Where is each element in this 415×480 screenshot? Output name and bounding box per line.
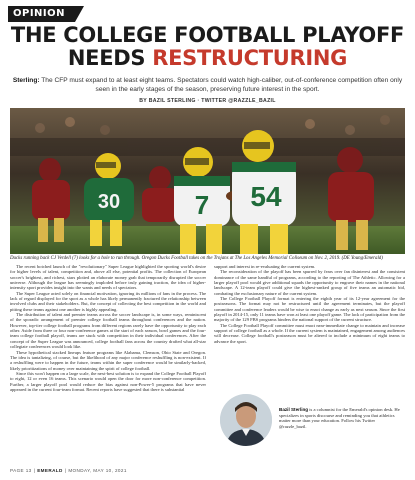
author-bio xyxy=(279,407,403,429)
footer-page: PAGE 13 xyxy=(10,468,32,473)
byline-handle[interactable]: @RAZZLE_BAZIL xyxy=(228,98,276,104)
headline-accent-word: RESTRUCTURING xyxy=(152,46,348,70)
article-column-right xyxy=(214,264,405,394)
article-paragraph: The College Football Playoff format is entering the eighth year of its 12-year agreement for the postseasons. The format may not be restructured until the agreement terminates, but the playoff committee and conference leaders would be wise to enact change as early as next season. Since the first playoff in 2014-15, only 11 teams have won at least one playoff game. The lack of participation from the majority of the 129 FBS programs hinders the national support of the current structure. xyxy=(214,296,405,323)
headline-word: NEEDS xyxy=(67,46,146,70)
author-portrait xyxy=(220,394,272,446)
jersey-number: 54 xyxy=(250,181,282,212)
byline-twitter-label: TWITTER xyxy=(201,98,227,104)
article-paragraph: support and interest in re-evaluating the current system. xyxy=(214,264,316,269)
article-paragraph: The distribution of talent and premier teams across the soccer landscape is, in some ways, reminiscent of the sporadic arrangement of premier college football teams throughout conferences and the nation. However, top-tier college football programs from different regions rarely have the opportunity to play each other. Aside from three or four non-conference games at the start of each season, bowl games and the four-team college football playoff, teams are stuck with competition in their individual conferences. After the concept of the Super League was announced, college football fans across the country drafted what all-star collegiate conferences would look like. xyxy=(10,312,206,350)
byline xyxy=(0,98,415,104)
article-paragraph: The Super League acted solely on financial motivation, ignoring its millions of fans in the process. The lack of regard displayed for the sport as a whole has likely permanently fractured the relationship between involved clubs and their stakeholders. But, the concept of collecting the best competition in the world and pitting these teams against one another is highly appealing. xyxy=(10,290,206,312)
byline-divider: · xyxy=(197,98,200,104)
byline-author[interactable]: BAZIL STERLING xyxy=(148,98,196,104)
article-paragraph: The reconsideration of the playoff has been spurred by fears over fan disinterest and the consistent dominance of the same handful of programs, according to the reporting of The Athletic. Allowing for a larger playoff pool would give additional squads the opportunity to engrave their names in the national landscape. A 12-team playoff could give the highest-ranked group of five teams an automatic bid, combating the exclusionary nature of the current system. xyxy=(214,269,405,296)
byline-by: BY xyxy=(139,98,147,104)
article-paragraph: These hypothetical stacked lineups feature programs like Alabama, Clemson, Ohio State and Oregon. The idea is tantalizing, of course, but the likelihood of any major conference reshuffling is non-existent. If a reshuffling were to happen in the future, teams within the super conference would be similarly-backed, likely prioritizations of money over maintaining the spirit of college football. xyxy=(10,349,206,371)
article-paragraph: Since this won't happen on a large scale, the next-best solution is to expand the College Football Playoff to eight, 12 or even 16 teams. This scenario would open the door for more non-conference competition. Further, a larger playoff pool would reduce the bias against non-Power-5 programs that have never appeared in the current four-team format. Recent reports have suggested that there is substantial xyxy=(10,370,206,392)
subhead-lead: Sterling: xyxy=(12,77,40,84)
photo-caption: Ducks running back CJ Verdell (7) looks for a hole to run through. Oregon Ducks Football takes on the Trojans at The Los Angeles Memorial Coliseum on Nov. 2, 2019. (DE Young/Emerald) xyxy=(10,256,383,261)
football-photo-illustration xyxy=(10,108,405,254)
author-bio-text: is a columnist for the Emerald's opinion desk. He specializes in sports discourse and reminding you that athletics matter more than your education. Follow his Twitter @razzle_bazil. xyxy=(279,407,400,429)
jersey-number: 30 xyxy=(97,191,121,213)
section-tag: OPINION xyxy=(8,6,75,22)
headline-line-1: THE COLLEGE FOOTBALL PLAYOFF xyxy=(10,23,405,47)
page-footer: PAGE 13 | EMERALD | MONDAY, MAY 10, 2021 xyxy=(10,468,127,473)
article-photo xyxy=(10,108,405,254)
subhead-text: The CFP must expand to at least eight teams. Spectators could watch high-caliber, out-of-conference competition often only seen in the early stages of the season, preserving future interest in the sport. xyxy=(41,77,403,93)
article-paragraph: The recent botched launch of the "revolutionary" Super League highlighted the sporting world's desire for higher levels of talent, competition and, above all else, potential profits. The collection of European soccer's brightest, and richest, stars plotted an elaborate money grab that temporarily disrupted the soccer universe. Although the league has seemingly imploded before truly gaining traction, the idea of higher-intensity sport provides insight into the wants and needs of spectators. xyxy=(10,264,206,291)
article-paragraph: The College Football Playoff committee must enact near-immediate change to maintain and increase support of college football as a whole. If the current system is maintained, engagement among audiences will decrease. College football's postseason must be altered to include a minimum of eight teams to advance the sport. xyxy=(214,322,405,344)
article-column-left xyxy=(10,264,206,464)
jersey-number: 7 xyxy=(194,190,210,220)
author-avatar xyxy=(220,394,272,446)
author-name: Bazil Sterling xyxy=(279,407,309,412)
headline-line-2 xyxy=(0,47,415,70)
subhead xyxy=(12,76,403,94)
footer-date: MONDAY, MAY 10, 2021 xyxy=(68,468,127,473)
footer-paper: EMERALD xyxy=(37,468,63,473)
